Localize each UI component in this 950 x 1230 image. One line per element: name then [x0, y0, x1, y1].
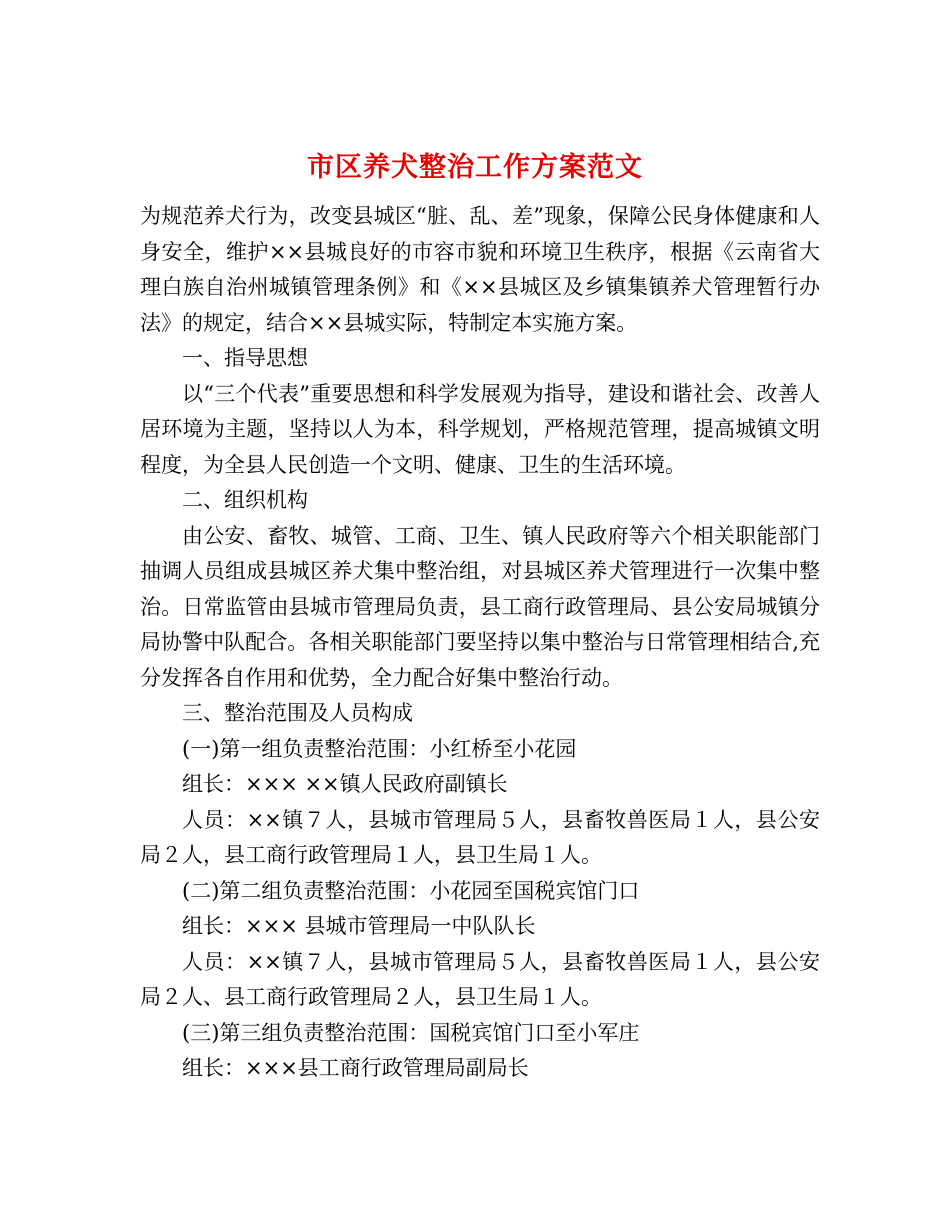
document-body [140, 199, 820, 1087]
group-two-scope: (二)第二组负责整治范围：小花园至国税宾馆门口 [182, 878, 640, 903]
guiding-ideology-paragraph: 以“三个代表”重要思想和科学发展观为指导，建设和谐社会、改善人居环境为主题，坚持以人为本，科学规划，严格规范管理，提高城镇文明程度，为全县人民创造一个文明、健康、卫生的生活环境。 [140, 381, 820, 477]
document-title: 市区养犬整治工作方案范文 [307, 152, 643, 184]
group-two-leader: 组长：××× 县城市管理局一中队队长 [182, 914, 536, 938]
group-one-personnel: 人员：××镇７人，县城市管理局５人，县畜牧兽医局１人，县公安局２人，县工商行政管理局１人，县卫生局１人。 [140, 807, 820, 867]
section-heading-organization: 二、组织机构 [182, 488, 308, 512]
intro-paragraph: 为规范养犬行为，改变县城区“脏、乱、差”现象，保障公民身体健康和人身安全，维护××县城良好的市容市貌和环境卫生秩序，根据《云南省大理白族自治州城镇管理条例》和《××县城区及乡镇集镇养犬管理暂行办法》的规定，结合××县城实际，特制定本实施方案。 [140, 204, 820, 335]
group-three-leader: 组长：×××县工商行政管理局副局长 [182, 1056, 529, 1080]
section-heading-scope-personnel: 三、整治范围及人员构成 [182, 701, 413, 725]
section-heading-guiding-ideology: 一、指导思想 [182, 346, 308, 370]
group-two-personnel: 人员：××镇７人，县城市管理局５人，县畜牧兽医局１人，县公安局２人、县工商行政管理局２人，县卫生局１人。 [140, 949, 820, 1009]
group-one-leader: 组长：××× ××镇人民政府副镇长 [182, 772, 508, 796]
group-three-scope: (三)第三组负责整治范围：国税宾馆门口至小军庄 [182, 1020, 640, 1045]
organization-paragraph: 由公安、畜牧、城管、工商、卫生、镇人民政府等六个相关职能部门抽调人员组成县城区养犬集中整治组，对县城区养犬管理进行一次集中整治。日常监管由县城市管理局负责，县工商行政管理局、县公安局城镇分局协警中队配合。各相关职能部门要坚持以集中整治与日常管理相结合,充分发挥各自作用和优势，全力配合好集中整治行动。 [140, 523, 820, 690]
group-one-scope: (一)第一组负责整治范围：小红桥至小花园 [182, 736, 577, 761]
